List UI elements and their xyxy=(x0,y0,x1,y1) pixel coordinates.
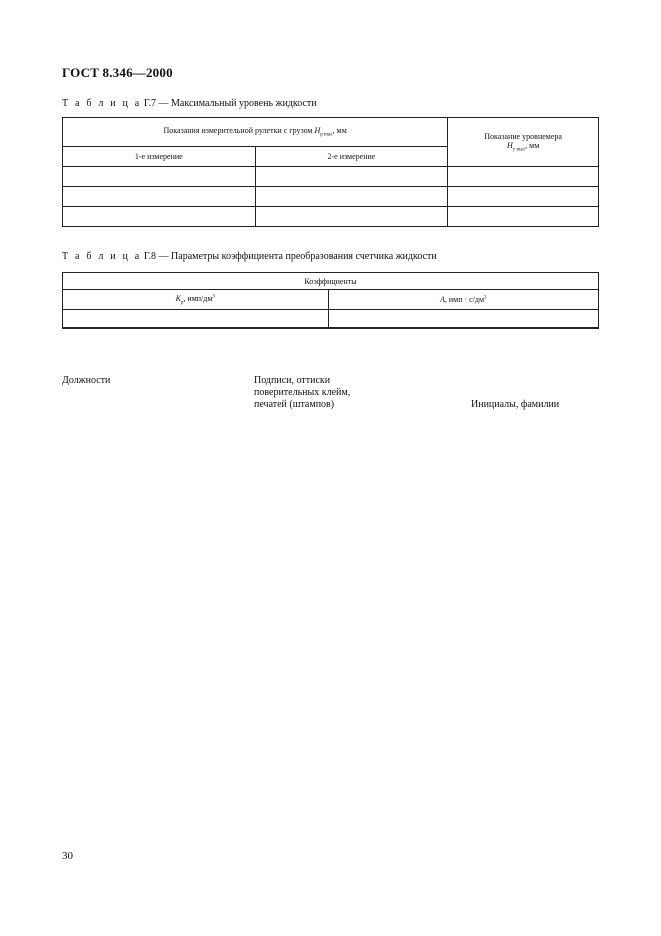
table7-head-right-unit: , мм xyxy=(525,140,540,150)
table8-col1-var: K xyxy=(175,293,181,303)
table-cell xyxy=(448,167,599,187)
table-cell xyxy=(448,187,599,207)
signature-initials: Инициалы, фамилии xyxy=(471,399,560,410)
table-cell xyxy=(328,310,599,328)
table8-subheader-row xyxy=(63,290,599,310)
table-cell xyxy=(255,207,448,227)
table-cell xyxy=(255,187,448,207)
table7-caption xyxy=(62,98,317,109)
table7-head-right-text: Показание уровнемера xyxy=(484,131,562,141)
table8-col2-var: A xyxy=(439,295,445,304)
table-row xyxy=(63,167,599,187)
table-cell xyxy=(63,167,256,187)
signature-positions: Должности xyxy=(62,375,111,386)
table-cell xyxy=(63,207,256,227)
table7-head-right-sub: у max xyxy=(512,147,526,153)
table7-head-main-text: Показания измерительной рулетки с грузом xyxy=(163,126,313,136)
table-cell xyxy=(63,310,329,328)
table7-head-main xyxy=(63,118,448,147)
table8-col1-header xyxy=(63,290,329,310)
page-number: 30 xyxy=(62,850,73,862)
table7-head-main-sub: р max xyxy=(320,132,333,138)
table7-caption-prefix: Т а б л и ц а xyxy=(62,98,142,109)
table8-header-row xyxy=(63,273,599,290)
table-cell xyxy=(255,167,448,187)
table8-head-main: Коэффициенты xyxy=(63,273,599,290)
table8-col1-unit: , имп/дм xyxy=(183,293,213,303)
table7-head-right xyxy=(448,118,599,167)
table-cell xyxy=(63,187,256,207)
table7-caption-text: Г.7 — Максимальный уровень жидкости xyxy=(143,98,317,109)
table7-col1-header: 1-е измерение xyxy=(63,147,256,167)
table-cell xyxy=(448,207,599,227)
signature-stamps-line1: Подписи, оттиски xyxy=(254,375,331,386)
table-row xyxy=(63,207,599,227)
table7-col2-header: 2-е измерение xyxy=(255,147,448,167)
table-g7 xyxy=(62,117,599,227)
table8-col1-sub: р xyxy=(180,300,184,306)
table-row xyxy=(63,187,599,207)
table-g8 xyxy=(62,272,599,329)
table8-col2-unit: , имп · с/дм xyxy=(444,295,485,304)
table8-caption xyxy=(62,251,437,262)
table8-caption-text: Г.8 — Параметры коэффициента преобразования счетчика жидкости xyxy=(143,251,437,262)
document-header: ГОСТ 8.346—2000 xyxy=(62,65,173,80)
table7-head-main-unit: , мм xyxy=(332,126,347,136)
table-row xyxy=(63,310,599,328)
table8-col2-sup: 3 xyxy=(484,295,487,301)
table7-header-row xyxy=(63,118,599,147)
table7-head-right-var: H xyxy=(506,140,513,150)
signature-stamps-line3: печатей (штампов) xyxy=(254,399,335,410)
table7-head-main-var: H xyxy=(314,126,321,136)
signature-stamps-line2: поверительных клейм, xyxy=(254,387,351,398)
table8-caption-prefix: Т а б л и ц а xyxy=(62,251,142,262)
table8-col2-header xyxy=(328,290,599,310)
signature-stamps xyxy=(254,375,350,411)
table8-col1-sup: 3 xyxy=(212,294,215,300)
